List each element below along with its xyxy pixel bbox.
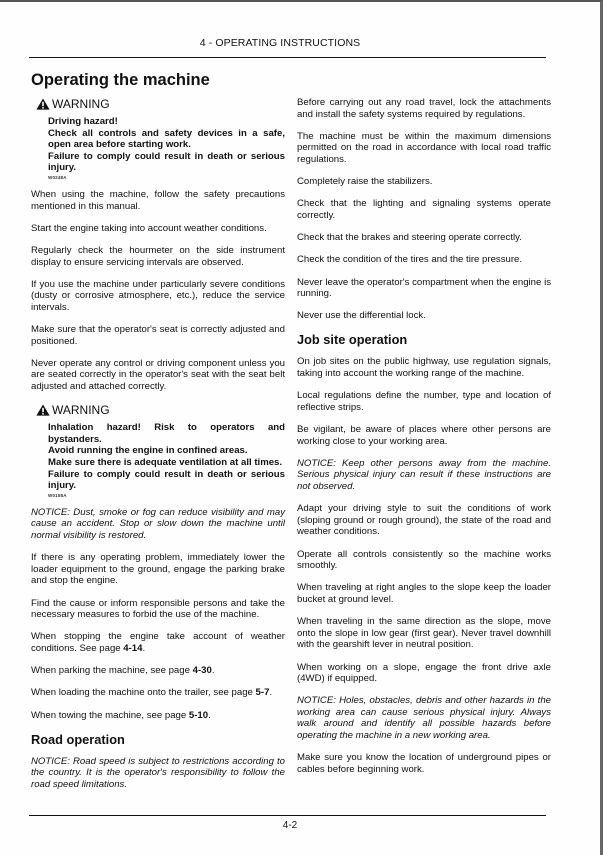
paragraph: Check the condition of the tires and the tire pressure.	[297, 254, 523, 266]
warning-line: Failure to comply could result in death or serious injury.	[48, 150, 285, 174]
paragraph: If there is any operating problem, immediately lower the loader equipment to the ground, engage the parking brake and stop the engine.	[31, 552, 285, 587]
paragraph: Before carrying out any road travel, lock the attachments and install the safety systems required by regulations.	[297, 97, 551, 120]
warning-body	[48, 422, 285, 499]
paragraph: Local regulations define the number, type and location of reflective strips.	[297, 390, 551, 413]
paragraph: On job sites on the public highway, use regulation signals, taking into account the working range of the machine.	[297, 356, 551, 380]
warning-code: W0248A	[48, 174, 67, 180]
paragraph: The machine must be within the maximum dimensions permitted on the road in accordance with local road traffic regulations.	[297, 130, 551, 165]
reference-suffix: .	[142, 642, 146, 654]
right-column	[297, 97, 551, 786]
paragraph: When traveling at right angles to the slope keep the loader bucket at ground level.	[297, 582, 551, 605]
reference-suffix: .	[208, 709, 211, 721]
subsection-title-job-site-operation: Job site operation	[297, 332, 408, 348]
paragraph: Start the engine taking into account weather conditions.	[31, 222, 267, 234]
page-reference-paragraph	[31, 687, 285, 699]
paragraph: Adapt your driving style to suit the conditions of work (sloping ground or rough ground), the state of the road and weather conditions.	[297, 503, 551, 538]
warning-line: Avoid running the engine in confined areas.	[48, 445, 248, 457]
paragraph: If you use the machine under particularly severe conditions (dusty or corrosive atmosphere, etc.), reduce the service intervals.	[31, 278, 285, 313]
reference-text: When parking the machine, see page	[31, 665, 193, 677]
warning-header	[36, 403, 285, 417]
reference-suffix: .	[211, 665, 215, 677]
paragraph: Make sure that the operator's seat is correctly adjusted and positioned.	[31, 324, 285, 347]
page-reference-paragraph	[31, 631, 285, 654]
warning-body	[48, 116, 285, 181]
page-reference-paragraph	[31, 665, 285, 677]
reference-text: When loading the machine onto the trailer, see page	[31, 687, 256, 699]
reference-text: When stopping the engine take account of weather conditions. See page	[31, 631, 285, 654]
paragraph: Never use the differential lock.	[297, 310, 426, 322]
paragraph: When using the machine, follow the safety precautions mentioned in this manual.	[31, 188, 285, 212]
page-link[interactable]: 4-30	[192, 665, 212, 677]
paragraph: Completely raise the stabilizers.	[297, 176, 433, 188]
notice-paragraph: NOTICE: Road speed is subject to restrictions according to the country. It is the operator's responsibility to follow the road speed limitations.	[31, 755, 285, 790]
header-rule	[29, 57, 546, 58]
footer-rule	[29, 815, 546, 816]
warning-header	[36, 97, 285, 111]
page-reference-paragraph	[31, 710, 285, 722]
page-link[interactable]: 5-10	[188, 709, 209, 721]
paragraph: Operate all controls consistently so the machine works smoothly.	[297, 548, 551, 572]
warning-line: Inhalation hazard! Risk to operators and bystanders.	[48, 422, 285, 445]
paragraph: Check that the brakes and steering operate correctly.	[297, 232, 522, 244]
warning-line: Make sure there is adequate ventilation at all times.	[48, 457, 283, 469]
running-head: 4 - OPERATING INSTRUCTIONS	[199, 37, 361, 49]
warning-label: WARNING	[52, 403, 110, 418]
paragraph: Make sure you know the location of underground pipes or cables before beginning work.	[297, 752, 551, 775]
warning-label: WARNING	[52, 97, 110, 111]
warning-triangle-icon	[36, 404, 50, 416]
page-link[interactable]: 5-7	[255, 687, 270, 699]
paragraph: Check that the lighting and signaling systems operate correctly.	[297, 198, 551, 221]
paragraph: Find the cause or inform responsible persons and take the necessary measures to forbid the use of the machine.	[31, 597, 285, 621]
page-link[interactable]: 4-14	[123, 642, 143, 654]
left-column	[31, 70, 285, 801]
paragraph: Never operate any control or driving component unless you are seated correctly in the operator's seat with the seat belt adjusted and attached correctly.	[31, 357, 285, 393]
notice-paragraph: NOTICE: Dust, smoke or fog can reduce visibility and may cause an accident. Stop or slow down the machine until normal visibility is restored.	[31, 506, 285, 541]
subsection-title-road-operation: Road operation	[31, 731, 125, 747]
paragraph: Never leave the operator's compartment when the engine is running.	[297, 276, 551, 300]
paragraph: When working on a slope, engage the front drive axle (4WD) if equipped.	[297, 661, 551, 685]
warning-line: Driving hazard!	[48, 116, 118, 127]
notice-paragraph: NOTICE: Holes, obstacles, debris and other hazards in the working area can cause serious physical injury. Always walk around and identify all possible hazards before operating the machine in a new working area.	[297, 695, 551, 742]
paragraph: Be vigilant, be aware of places where other persons are working close to your working area.	[297, 424, 551, 447]
warning-triangle-icon	[36, 98, 50, 110]
page-number: 4-2	[282, 820, 298, 831]
warning-box-inhalation-hazard	[31, 403, 285, 499]
paragraph: Regularly check the hourmeter on the side instrument display to ensure servicing intervals are observed.	[31, 244, 285, 268]
warning-code: W0158A	[48, 492, 67, 498]
warning-line: Check all controls and safety devices in a safe, open area before starting work.	[48, 127, 285, 151]
reference-suffix: .	[269, 687, 273, 699]
section-title: Operating the machine	[31, 71, 210, 89]
reference-text: When towing the machine, see page	[31, 709, 189, 721]
paragraph: When traveling in the same direction as the slope, move onto the slope in low gear (first gear). Never travel downhill with the gearshift lever in neutral position.	[297, 616, 551, 651]
notice-paragraph: NOTICE: Keep other persons away from the machine. Serious physical injury can result if these instructions are not observed.	[297, 457, 551, 492]
warning-box-driving-hazard	[31, 97, 285, 181]
warning-line: Failure to comply could result in death or serious injury.	[48, 468, 285, 492]
